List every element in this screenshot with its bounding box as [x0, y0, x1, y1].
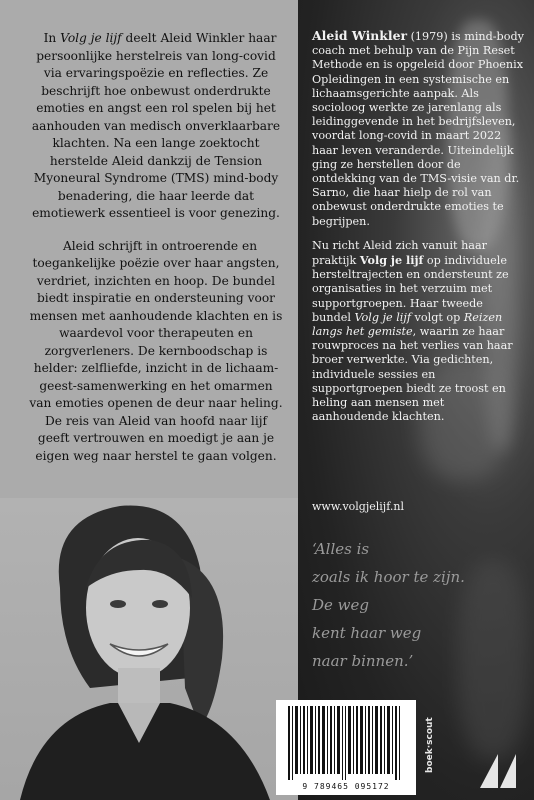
barcode-icon	[276, 700, 416, 795]
author-bio-paragraph-2: Nu richt Aleid zich vanuit haar praktijk Volg je lijf op individuele hersteltrajecten en ondersteunt ze organisaties in het verzuim met supportgroepen. Haar tweede bundel Volg je lijf volgt op Reizen langs het gemiste, waarin ze haar rouwproces na het verlies van haar broer verwerkte. Via gedichten, individuele sessies en supportgroepen biedt ze troost en heling aan mensen met aanhoudende klachten.	[312, 238, 513, 424]
quote-line: ‘Alles is	[312, 540, 370, 558]
author-portrait-image	[0, 498, 298, 800]
quote-line: naar binnen.’	[312, 652, 414, 670]
isbn-number: 9 789465 095172	[302, 782, 390, 791]
quote-line: De weg	[312, 596, 369, 614]
poem-quote	[312, 535, 522, 675]
publisher-logo-text: boek·scout	[425, 717, 435, 773]
author-bio-paragraph-1: Aleid Winkler (1979) is mind-body coach met behulp van de Pijn Reset Methode en is opgeleid door Phoenix Opleidingen in een systemische en lichaamsgerichte aanpak. Als socioloog werkte ze jarenlang als leidinggevende in het bedrijfsleven, voordat long-covid in maart 2022 haar leven veranderde. Uiteindelijk ging ze herstellen door de ontdekking van de TMS-visie van dr. Sarno, die haar hielp de rol van onbewust onderdrukte emoties te begrijpen.	[312, 28, 524, 228]
author-photo	[0, 498, 298, 800]
author-year: (1979)	[407, 30, 448, 43]
blurb-paragraph-1: In Volg je lijf deelt Aleid Winkler haar persoonlijke herstelreis van long-covid via ervaringspoëzie en reflecties. Ze beschrijft hoe onbewust onderdrukte emoties en angst een rol spelen bij het aanhouden van medisch onverklaarbare klachten. Na een lange zoektocht herstelde Aleid dankzij de Tension Myoneural Syndrome (TMS) mind-body benadering, die haar leerde dat emotiewerk essentieel is voor genezing.	[31, 31, 281, 220]
publisher-logo-icon	[478, 750, 518, 790]
quote-line: kent haar weg	[312, 624, 422, 642]
isbn-barcode	[276, 700, 416, 795]
author-name: Aleid Winkler	[312, 28, 408, 43]
website-link[interactable]: www.volgjelijf.nl	[312, 500, 404, 513]
blurb-text	[28, 30, 284, 480]
blurb-paragraph-2: Aleid schrijft in ontroerende en toegankelijke poëzie over haar angsten, verdriet, inzichten en hoop. De bundel biedt inspiratie en ondersteuning voor mensen met aanhoudende klachten en is waardevol voor therapeuten en zorgverleners. De kernboodschap is helder: zelfliefde, inzicht in de lichaam-geest-samenwerking en het omarmen van emoties openen de deur naar heling. De reis van Aleid van hoofd naar lijf geeft vertrouwen en moedigt je aan je eigen weg naar herstel te gaan volgen.	[29, 238, 283, 463]
author-bio	[312, 29, 524, 434]
quote-line: zoals ik hoor te zijn.	[312, 568, 465, 586]
